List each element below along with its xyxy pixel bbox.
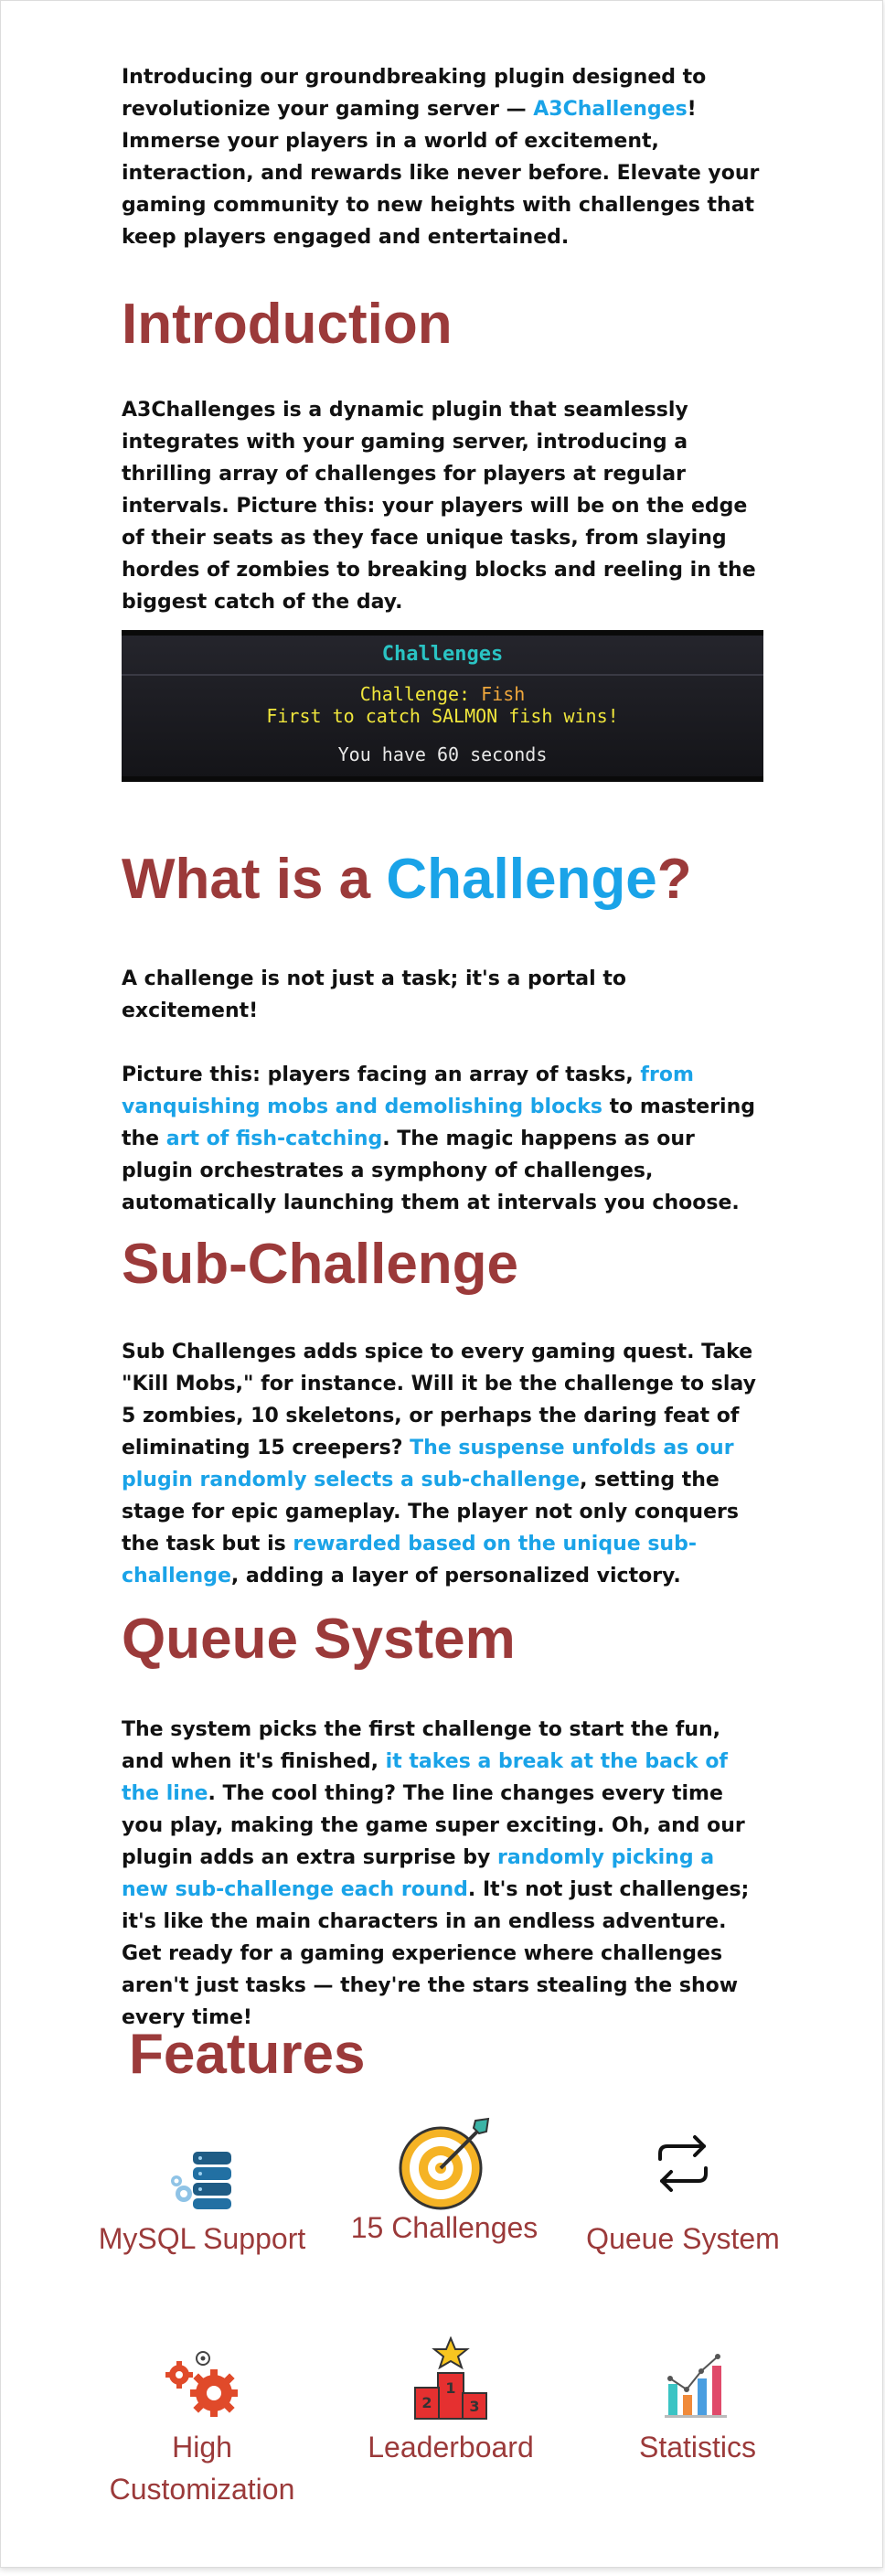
p2-highlight-1: from vanquishing mobs and demolishing blocks — [122, 1064, 694, 1118]
intro-section — [122, 61, 765, 253]
queue-highlight-1: it takes a break at the back of the line — [122, 1750, 728, 1805]
feature-high-customization — [92, 2338, 312, 2510]
svg-text:2: 2 — [421, 2394, 432, 2411]
sub-highlight-2: rewarded based on the unique sub-challenge — [122, 1533, 697, 1587]
challenge-banner-image — [122, 630, 763, 782]
queue-highlight-2: randomly picking a new sub-challenge each round — [122, 1846, 715, 1901]
a3challenges-link[interactable]: A3Challenges — [533, 98, 688, 121]
feature-15-challenges — [335, 2124, 554, 2249]
introduction-heading: Introduction — [122, 293, 453, 356]
feature-leaderboard — [341, 2338, 560, 2468]
feature-label: 15 Challenges — [350, 2211, 538, 2244]
heading-part-challenge: Challenge — [386, 848, 657, 911]
banner-objective: First to catch SALMON fish wins! — [266, 705, 619, 727]
banner-challenge-name: Fish — [481, 683, 526, 705]
feature-queue-system — [573, 2124, 793, 2260]
queue-system-heading: Queue System — [122, 1608, 516, 1671]
intro-text: Introducing our groundbreaking plugin designed to revolutionize your gaming server — — [122, 66, 707, 121]
banner-title: Challenges — [381, 643, 504, 666]
p2-e: . The magic happens as our plugin orchestrates a symphony of challenges, automatically launching them at intervals you choose. — [122, 1128, 740, 1214]
what-is-section — [122, 963, 765, 1219]
feature-statistics — [588, 2338, 807, 2468]
svg-text:1: 1 — [445, 2379, 456, 2397]
sub-e: , adding a layer of personalized victory. — [230, 1565, 681, 1587]
queue-e: . It's not just challenges; it's like the main characters in an endless adventure. Get ready for a gaming experience where challenges aren't just tasks — they're the stars stealing the show every time! — [122, 1878, 750, 2029]
bar-chart-icon — [588, 2338, 807, 2421]
feature-label: MySQL Support — [98, 2222, 306, 2255]
podium-icon — [341, 2338, 560, 2421]
sub-challenge-paragraph — [122, 1336, 765, 1592]
banner-divider — [122, 674, 763, 676]
features-heading: Features — [129, 2023, 366, 2086]
sub-c: , setting the stage for epic gameplay. The player not only conquers the task but is — [122, 1469, 739, 1555]
heading-part-question: ? — [656, 848, 692, 911]
feature-label: High Customization — [109, 2431, 295, 2506]
sub-highlight-1: The suspense unfolds as our plugin randomly selects a sub-challenge — [122, 1437, 734, 1491]
repeat-icon — [573, 2124, 793, 2203]
intro-paragraph — [122, 61, 765, 253]
queue-a: The system picks the first challenge to start the fun, and when it's finished, — [122, 1718, 721, 1773]
what-is-challenge-heading — [122, 847, 692, 913]
gears-icon — [92, 2338, 312, 2421]
feature-label: Leaderboard — [368, 2431, 534, 2464]
banner-timer: You have 60 seconds — [337, 743, 548, 765]
feature-label: Statistics — [638, 2431, 757, 2464]
banner-challenge-prefix: Challenge: — [359, 683, 482, 705]
queue-paragraph — [122, 1714, 765, 2034]
p2-a: Picture this: players facing an array of tasks, — [122, 1064, 641, 1086]
sub-challenge-heading: Sub-Challenge — [122, 1233, 519, 1296]
heading-part-a: What is a — [122, 848, 387, 911]
p2-highlight-2: art of fish-catching — [165, 1128, 383, 1150]
target-icon — [335, 2111, 554, 2212]
sub-a: Sub Challenges adds spice to every gaming quest. Take "Kill Mobs," for instance. Will it be the challenge to slay 5 zombies, 10 skeletons, or perhaps the daring feat of eliminating 15 creepers? — [122, 1341, 756, 1459]
feature-mysql — [92, 2124, 312, 2260]
queue-section — [122, 1714, 765, 2034]
feature-label: Queue System — [586, 2222, 780, 2255]
introduction-section — [122, 394, 765, 618]
banner-challenge-line — [122, 683, 763, 705]
introduction-paragraph: A3Challenges is a dynamic plugin that seamlessly integrates with your gaming server, introducing a thrilling array of challenges for players at regular intervals. Picture this: your players will be on the edge of their seats as they face unique tasks, from slaying hordes of zombies to breaking blocks and reeling in the biggest catch of the day. — [122, 399, 756, 614]
sub-challenge-section — [122, 1336, 765, 1592]
database-icon — [92, 2124, 312, 2212]
what-is-line1: A challenge is not just a task; it's a portal to excitement! — [122, 967, 626, 1022]
what-is-paragraph — [122, 1059, 765, 1219]
svg-text:3: 3 — [469, 2398, 480, 2415]
queue-c: . The cool thing? The line changes every time you play, making the game super exciting. Oh, and our plugin adds an extra surprise by — [122, 1782, 745, 1869]
p2-c: to mastering the — [122, 1096, 756, 1150]
intro-text-rest: ! Immerse your players in a world of excitement, interaction, and rewards like never before. Elevate your gaming community to new heights with challenges that keep players engaged and entertained. — [122, 98, 760, 249]
